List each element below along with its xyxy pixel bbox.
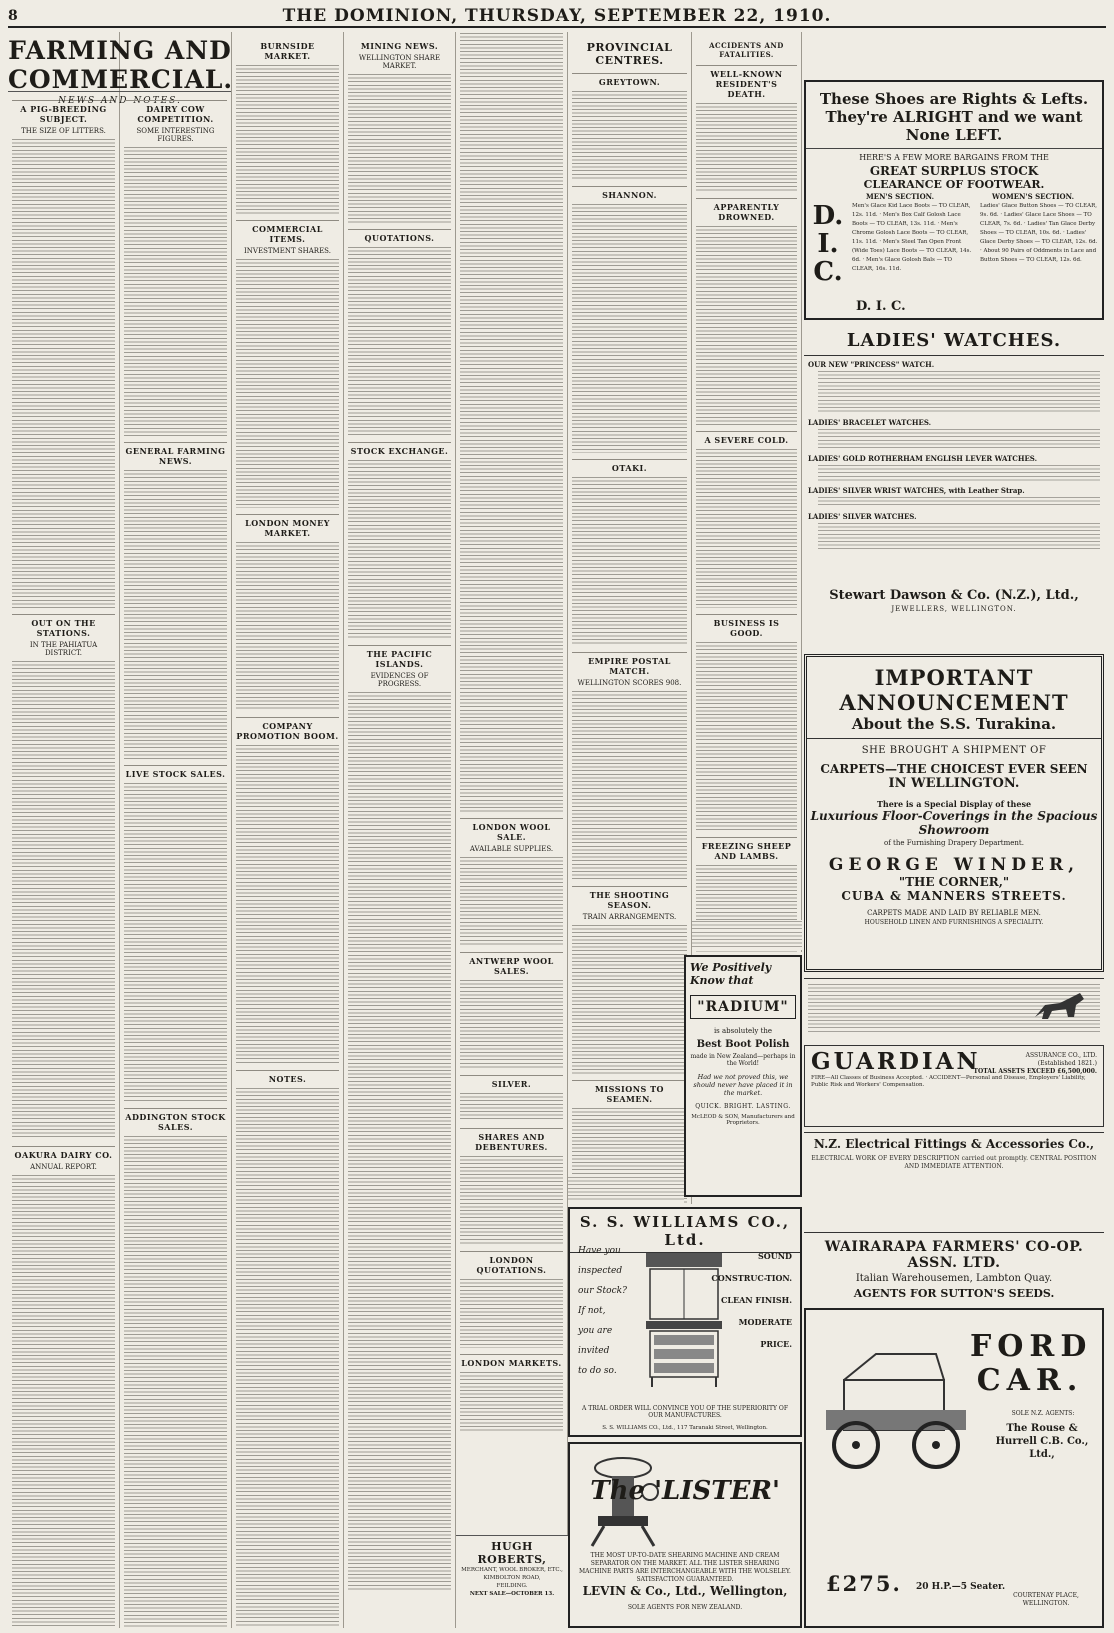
subheading-size-of-litters: THE SIZE OF LITTERS. — [21, 127, 106, 135]
heading-general-farming: GENERAL FARMING NEWS. — [124, 442, 227, 466]
heading-notes: NOTES. — [236, 1070, 339, 1084]
heading-antwerp: ANTWERP WOOL SALES. — [460, 952, 563, 976]
heading-london-money: LONDON MONEY MARKET. — [236, 514, 339, 538]
radium-made: made in New Zealand—perhaps in the World! — [690, 1053, 796, 1067]
hugh-line: FEILDING. — [496, 1583, 528, 1589]
hugh-line: MERCHANT, WOOL BROKER, ETC., — [461, 1567, 563, 1573]
lister-sub: THE MOST UP-TO-DATE SHEARING MACHINE AND CREAM SEPARATOR ON THE MARKET. ALL THE LISTER SHEARING MACHINE PARTS ARE INTERCHANGEABLE WITH THE WOLSELEY. SATISFACTION GUARANTEED. — [579, 1552, 791, 1583]
heading-freezing-sheep: FREEZING SHEEP AND LAMBS. — [696, 837, 797, 861]
turakina-line: There is a Special Display of these — [876, 799, 1032, 809]
heading-shannon: SHANNON. — [572, 186, 687, 200]
heading-missions-seamen: MISSIONS TO SEAMEN. — [572, 1080, 687, 1104]
williams-left-line: inspected — [578, 1266, 623, 1276]
turakina-sub: About the S.S. Turakina. — [807, 715, 1101, 739]
heading-quotations: QUOTATIONS. — [348, 229, 451, 243]
household-linen: HOUSEHOLD LINEN AND FURNISHINGS A SPECIALITY. — [864, 919, 1044, 926]
small-ad-text — [692, 920, 802, 948]
williams-right-line: CLEAN FINISH. — [721, 1295, 792, 1305]
small-ad-col7 — [692, 920, 802, 950]
the-corner: "THE CORNER," — [898, 875, 1010, 889]
column-2 — [120, 32, 232, 1628]
williams-right-line: SOUND — [758, 1251, 792, 1261]
turakina-line: Luxurious Floor-Coverings in the Spacious Showroom — [810, 809, 1098, 837]
heading-business-good: BUSINESS IS GOOD. — [696, 614, 797, 638]
article-text — [696, 102, 797, 192]
womens-list: Ladies' Glace Button Shoes — TO CLEAR, 9s. 6d. · Ladies' Glace Lace Shoes — TO CLEAR, 7s. 6d. · Ladies' Tan Glace Derby Shoes — TO CLEAR, 10s. 6d. · Ladies' Glace Derby Shoes — TO CLEAR, 12s. 6d. · About 90 Pairs of Oddments in Lace and Button Shoes — TO CLEAR, 12s. 6d. — [980, 203, 1098, 263]
williams-right-line: PRICE. — [760, 1339, 792, 1349]
wfc-advertisement — [804, 1232, 1104, 1302]
heading-pig-breeding: A PIG-BREEDING SUBJECT. — [12, 100, 115, 124]
article-text — [124, 1135, 227, 1628]
article-text — [348, 73, 451, 223]
article-text — [460, 1371, 563, 1431]
radium-mc: McLEOD & SON, Manufacturers and Proprietors. — [691, 1114, 795, 1126]
watch-desc — [818, 522, 1100, 552]
page-number: 8 — [8, 8, 18, 24]
womens-section-label: WOMEN'S SECTION. — [992, 192, 1075, 201]
watch-desc — [818, 496, 1100, 508]
ford-advertisement — [804, 1308, 1104, 1628]
heading-provincial: PROVINCIAL CENTRES. — [586, 41, 673, 67]
column-1 — [8, 32, 120, 1628]
williams-left-line: If not, — [578, 1306, 606, 1316]
article-text — [124, 146, 227, 436]
article-text — [572, 203, 687, 453]
article-text — [12, 138, 115, 608]
small-ad-col6 — [568, 1176, 684, 1204]
article-text — [572, 476, 687, 646]
guardian-side-line: TOTAL ASSETS EXCEED £6,500,000. — [973, 1068, 1097, 1075]
article-text — [572, 690, 687, 880]
nz-electrical-note: ELECTRICAL WORK OF EVERY DESCRIPTION carried out promptly. CENTRAL POSITION AND IMMEDIATE ATTENTION. — [811, 1155, 1097, 1170]
column-7 — [692, 32, 802, 952]
wfc-name: WAIRARAPA FARMERS' CO-OP. ASSN. LTD. — [824, 1239, 1084, 1271]
lister-levin: LEVIN & Co., Ltd., Wellington, — [582, 1584, 788, 1598]
article-text — [236, 1087, 339, 1628]
ford-address: COURTENAY PLACE, WELLINGTON. — [1013, 1592, 1079, 1607]
subheading-interesting-figures: SOME INTERESTING FIGURES. — [136, 127, 215, 143]
column-4 — [344, 32, 456, 1628]
guardian-side-line: ASSURANCE CO., LTD. — [1025, 1052, 1097, 1059]
williams-left-line: invited — [578, 1346, 610, 1356]
article-text — [12, 660, 115, 1140]
radium-best: Best Boot Polish — [696, 1039, 790, 1050]
dic-vertical-logo: D. I. C. — [812, 201, 844, 287]
heading-mining-news: MINING NEWS. — [360, 41, 439, 51]
mens-section-label: MEN'S SECTION. — [866, 192, 935, 201]
horse-icon — [1030, 987, 1090, 1027]
shoes-surplus: GREAT SURPLUS STOCK — [869, 164, 1039, 178]
williams-name: S. S. WILLIAMS CO., Ltd. — [570, 1213, 800, 1253]
ford-agents: SOLE N.Z. AGENTS: — [1011, 1410, 1075, 1417]
williams-left-line: to do so. — [578, 1366, 617, 1376]
wfc-sub: Italian Warehousemen, Lambton Quay. — [855, 1273, 1053, 1284]
radium-we: We Positively Know that — [690, 961, 772, 987]
watch-row-1: OUR NEW "PRINCESS" WATCH. — [808, 360, 935, 369]
subheading-wellington-scores: WELLINGTON SCORES 908. — [577, 679, 682, 687]
heading-accidents: ACCIDENTS AND FATALITIES. — [709, 41, 784, 59]
heading-oakura-dairy: OAKURA DAIRY CO. — [12, 1146, 115, 1160]
article-text — [460, 32, 563, 812]
turakina-line: SHE BROUGHT A SHIPMENT OF — [861, 745, 1047, 756]
guardian-advertisement — [804, 1045, 1104, 1127]
article-text — [236, 258, 339, 508]
radium-abs: is absolutely the — [713, 1027, 773, 1035]
williams-left-line: our Stock? — [578, 1286, 627, 1296]
hugh-roberts-advertisement — [456, 1535, 568, 1628]
radium-qb: QUICK. BRIGHT. LASTING. — [695, 1103, 791, 1110]
ford-price: £275. — [826, 1571, 902, 1596]
subheading-investment-shares: INVESTMENT SHARES. — [244, 247, 331, 255]
shoes-clearance: CLEARANCE OF FOOTWEAR. — [863, 178, 1045, 191]
heading-out-on-stations: OUT ON THE STATIONS. — [12, 614, 115, 638]
heading-silver: SILVER. — [460, 1075, 563, 1089]
column-6 — [568, 32, 692, 1204]
article-text — [236, 541, 339, 711]
heading-dairy-cow: DAIRY COW COMPETITION. — [124, 100, 227, 124]
car-illustration — [816, 1340, 976, 1490]
williams-right-line: MODERATE — [738, 1317, 792, 1327]
williams-trial: A TRIAL ORDER WILL CONVINCE YOU OF THE SUPERIORITY OF OUR MANUFACTURES. — [582, 1405, 788, 1419]
quotation-table — [348, 246, 451, 436]
heading-commercial-items: COMMERCIAL ITEMS. — [236, 220, 339, 244]
article-text — [460, 1278, 563, 1348]
heading-resident-death: WELL-KNOWN RESIDENT'S DEATH. — [696, 65, 797, 99]
williams-left-line: Have you — [578, 1246, 621, 1256]
watch-row-2: LADIES' BRACELET WATCHES. — [808, 418, 932, 427]
article-text — [12, 1174, 115, 1628]
watch-desc — [818, 464, 1100, 482]
article-text — [236, 744, 339, 1064]
heading-shooting-season: THE SHOOTING SEASON. — [572, 886, 687, 910]
section-subtitle: NEWS AND NOTES. — [58, 96, 182, 106]
radium-name: "RADIUM" — [690, 995, 796, 1019]
nz-electrical-name: N.Z. Electrical Fittings & Accessories Co., — [813, 1137, 1095, 1151]
subheading-pahiatua: IN THE PAHIATUA DISTRICT. — [29, 641, 98, 657]
article-text — [460, 1155, 563, 1245]
heading-otaki: OTAKI. — [572, 459, 687, 473]
subheading-annual-report: ANNUAL REPORT. — [30, 1163, 97, 1171]
guardian-note: FIRE—All Classes of Business Accepted. · ACCIDENT—Personal and Disease, Employers' Liability, Public Risk and Workers' Compensation. — [811, 1075, 1086, 1088]
subheading-available-supplies: AVAILABLE SUPPLIES. — [469, 845, 554, 853]
ford-hp: 20 H.P.—5 Seater. — [916, 1582, 1006, 1592]
ford-company: The Rouse & Hurrell C.B. Co., Ltd., — [995, 1423, 1089, 1460]
article-text — [348, 459, 451, 639]
lister-advertisement — [568, 1442, 802, 1628]
dawson-name: Stewart Dawson & Co. (N.Z.), Ltd., — [829, 588, 1079, 603]
radium-had: Had we not proved this, we should never have placed it in the market. — [693, 1073, 793, 1097]
williams-right-line: CONSTRUC-TION. — [711, 1273, 792, 1283]
hugh-line: KIMBOLTON ROAD, — [483, 1575, 541, 1581]
heading-drowned: APPARENTLY DROWNED. — [696, 198, 797, 222]
nz-electrical-advertisement — [804, 1132, 1104, 1228]
section-title: FARMING AND COMMERCIAL. — [8, 36, 234, 94]
heading-pacific-islands: THE PACIFIC ISLANDS. — [348, 645, 451, 669]
subheading-evidences: EVIDENCES OF PROGRESS. — [370, 672, 429, 688]
mens-list: Men's Glace Kid Lace Boots — TO CLEAR, 12s. 11d. · Men's Box Calf Golosh Lace Boots — TO CLEAR, 13s. 11d. · Men's Chrome Golosh Lace Boots — TO CLEAR, 11s. 11d. · Men's Steel Tan Open Front (Wide Toes) Lace Boots — TO CLEAR, 14s. 6d. · Men's Glace Golosh Bals — TO CLEAR, 16s. 11d. — [852, 203, 972, 272]
small-ad-text — [568, 1176, 684, 1202]
heading-stock-exchange: STOCK EXCHANGE. — [348, 442, 451, 456]
article-text — [460, 856, 563, 946]
heading-london-markets: LONDON MARKETS. — [460, 1354, 563, 1368]
heading-shares-debentures: SHARES AND DEBENTURES. — [460, 1128, 563, 1152]
dawson-sub: JEWELLERS, WELLINGTON. — [891, 605, 1017, 613]
column-3 — [232, 32, 344, 1628]
hugh-line: NEXT SALE—OCTOBER 13. — [469, 1591, 555, 1597]
guardian-name: GUARDIAN — [811, 1048, 981, 1075]
george-winder-name: GEORGE WINDER, — [828, 855, 1080, 875]
column-5 — [456, 32, 568, 1628]
article-text — [460, 979, 563, 1069]
heading-addington: ADDINGTON STOCK SALES. — [124, 1108, 227, 1132]
guardian-side — [974, 1052, 1097, 1076]
article-text — [696, 448, 797, 608]
guardian-side-line: (Established 1821.) — [1037, 1060, 1097, 1067]
watch-row-5: LADIES' SILVER WATCHES. — [808, 512, 917, 521]
watch-row-3: LADIES' GOLD ROTHERHAM ENGLISH LEVER WATCHES. — [808, 454, 1038, 463]
heading-live-stock-sales: LIVE STOCK SALES. — [124, 765, 227, 779]
williams-address: S. S. WILLIAMS CO., Ltd., 117 Taranaki Street, Wellington. — [602, 1425, 768, 1431]
article-text — [572, 924, 687, 1074]
heading-severe-cold: A SEVERE COLD. — [696, 431, 797, 445]
carpets-made: CARPETS MADE AND LAID BY RELIABLE MEN. — [867, 909, 1041, 917]
dic-bottom-logo: D. I. C. — [856, 299, 906, 314]
williams-right — [711, 1245, 792, 1355]
article-text — [124, 782, 227, 1102]
heading-london-wool: LONDON WOOL SALE. — [460, 818, 563, 842]
article-text — [124, 469, 227, 759]
hugh-name: HUGH ROBERTS, — [477, 1540, 547, 1566]
subheading-wellington-share: WELLINGTON SHARE MARKET. — [358, 54, 441, 70]
shoes-headline: These Shoes are Rights & Lefts. They're ALRIGHT and we want None LEFT. — [806, 82, 1102, 149]
radium-advertisement — [684, 955, 802, 1197]
masthead-title: THE DOMINION, THURSDAY, SEPTEMBER 22, 1910. — [282, 6, 832, 26]
stud-advertisement — [804, 978, 1104, 1040]
turakina-headline: IMPORTANT ANNOUNCEMENT — [839, 665, 1069, 715]
heading-company-promotion: COMPANY PROMOTION BOOM. — [236, 717, 339, 741]
article-text — [696, 225, 797, 425]
williams-advertisement — [568, 1207, 802, 1437]
lister-sole: SOLE AGENTS FOR NEW ZEALAND. — [627, 1604, 743, 1611]
turakina-line: of the Furnishing Drapery Department. — [884, 839, 1024, 847]
watches-headline: LADIES' WATCHES. — [804, 326, 1104, 356]
article-text — [460, 1092, 563, 1122]
heading-empire-postal: EMPIRE POSTAL MATCH. — [572, 652, 687, 676]
article-text — [696, 641, 797, 831]
masthead — [8, 6, 1106, 28]
lister-name: The 'LISTER' — [590, 1476, 780, 1506]
heading-burnside: BURNSIDE MARKET. — [260, 41, 315, 61]
article-text — [572, 90, 687, 180]
cuba-manners: CUBA & MANNERS STREETS. — [841, 889, 1067, 903]
shoes-advertisement — [804, 80, 1104, 320]
turakina-carpets: CARPETS—THE CHOICEST EVER SEEN — [820, 762, 1088, 776]
subheading-train-arrangements: TRAIN ARRANGEMENTS. — [582, 913, 677, 921]
watch-row-4: LADIES' SILVER WRIST WATCHES, with Leather Strap. — [808, 486, 1025, 495]
watch-desc — [818, 370, 1100, 414]
ford-name: FORD CAR. — [970, 1329, 1093, 1398]
heading-london-quotations: LONDON QUOTATIONS. — [460, 1251, 563, 1275]
article-text — [348, 691, 451, 1591]
turakina-advertisement — [804, 654, 1104, 972]
williams-left-line: you are — [578, 1326, 613, 1336]
heading-greytown: GREYTOWN. — [572, 73, 687, 87]
williams-left — [578, 1241, 627, 1381]
shoes-sub: HERE'S A FEW MORE BARGAINS FROM THE — [859, 153, 1049, 162]
article-text — [236, 64, 339, 214]
watch-desc — [818, 428, 1100, 450]
turakina-wellington: IN WELLINGTON. — [888, 776, 1020, 791]
wfc-agents: AGENTS FOR SUTTON'S SEEDS. — [853, 1287, 1055, 1300]
dawson-advertisement — [804, 582, 1104, 622]
